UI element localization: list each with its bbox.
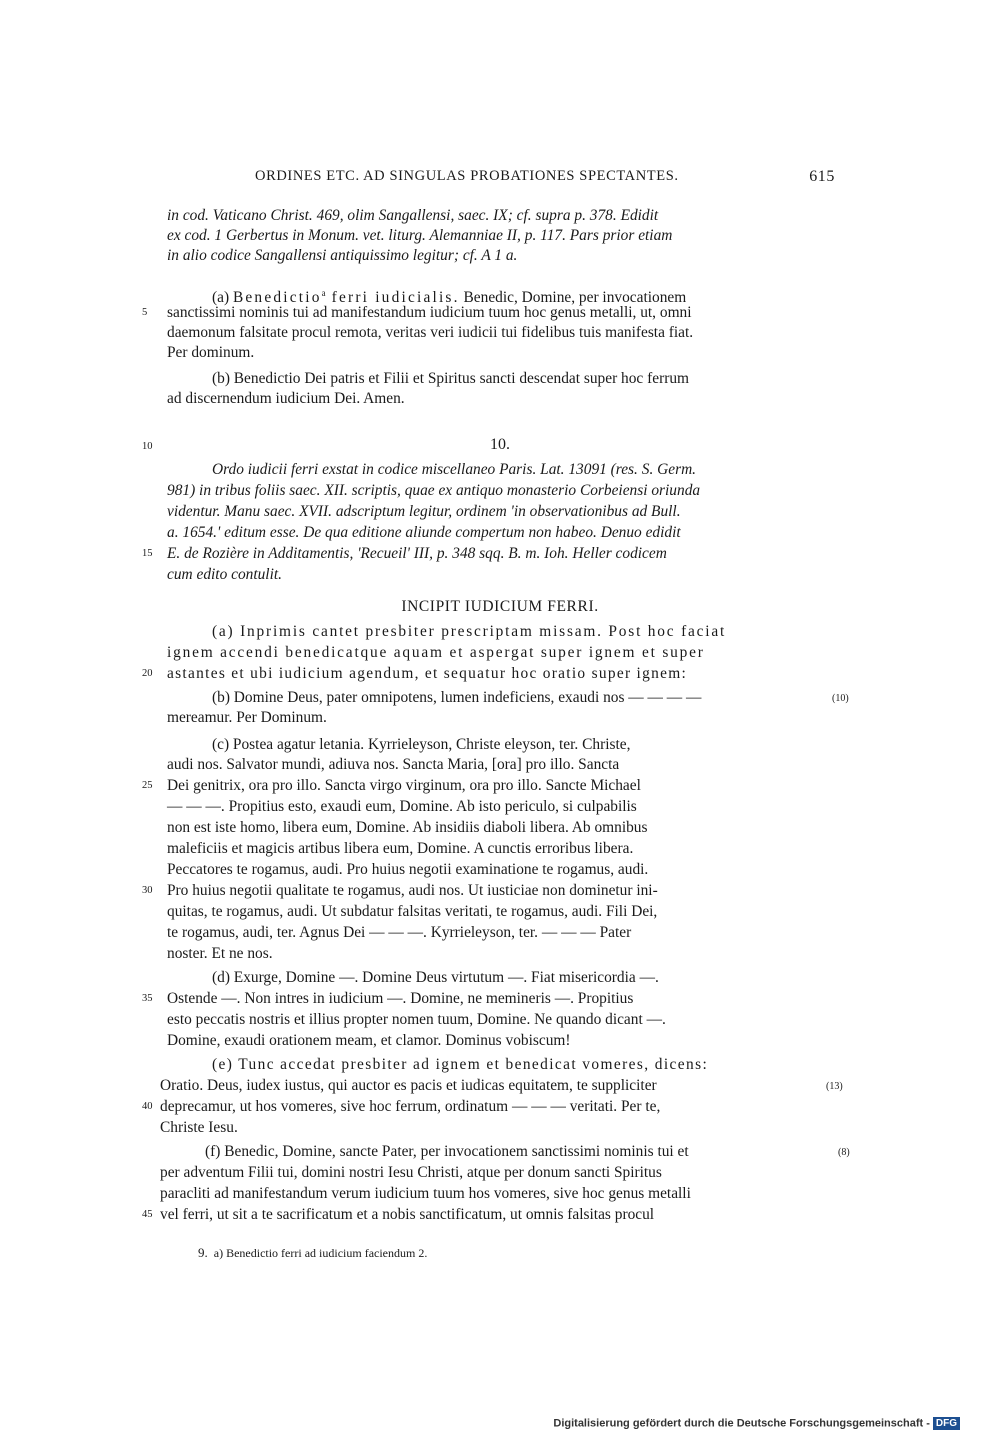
line-number: 40 [142,1101,153,1112]
margin-note: (8) [838,1147,850,1158]
sec10e-line: Oratio. Deus, iudex iustus, qui auctor es pacis et iudicas equitatem, te suppliciter [160,1077,657,1094]
sec9b-line: (b) Benedictio Dei patris et Filii et Spiritus sancti descendat super hoc ferrum [212,370,689,387]
sec10b-line: mereamur. Per Dominum. [167,709,327,726]
line-number: 25 [142,780,153,791]
footnote [198,1245,427,1261]
intro10-line: E. de Rozière in Additamentis, 'Recueil' III, p. 348 sqq. B. m. Ioh. Heller codicem [167,545,667,562]
sec9a-line: daemonum falsitate procul remota, veritas veri iudicii tui fidelibus tuis manifesta fiat. [167,324,694,341]
sec10c-line: Dei genitrix, ora pro illo. Sancta virgo virginum, ora pro illo. Sancte Michael [167,777,641,794]
line-number: 45 [142,1209,153,1220]
intro9-line: in cod. Vaticano Christ. 469, olim Sangallensi, saec. IX; cf. supra p. 378. Edidit [167,207,659,224]
footnote-number: 9. [198,1245,208,1260]
sec10c-line: te rogamus, audi, ter. Agnus Dei — — —. Kyrrieleyson, ter. — — — Pater [167,924,632,941]
sec10f-line: paracliti ad manifestandum verum iudicium tuum hos vomeres, sive hoc genus metalli [160,1185,691,1202]
margin-note: (10) [832,693,849,704]
sec10c-line: (c) Postea agatur letania. Kyrrieleyson, Christe eleyson, ter. Christe, [212,736,631,753]
sec10c-line: maleficiis et magicis artibus libera eum, Domine. A cunctis erroribus libera. [167,840,634,857]
intro10-line: videntur. Manu saec. XVII. adscriptum legitur, ordinem 'in observationibus ad Bull. [167,503,681,520]
sec9a-rest: Benedic, Domine, per invocationem [459,289,687,307]
intro10-line: cum edito contulit. [167,566,282,583]
intro10-line: 981) in tribus foliis saec. XII. scriptis, quae ex antiquo monasterio Corbeiensi oriunda [167,482,701,499]
sec10a-line: astantes et ubi iudicium agendum, et sequatur hoc oratio super ignem: [167,665,688,682]
intro10-line: a. 1654.' editum esse. De qua editione aliunde compertum non habeo. Denuo edidit [167,524,681,541]
sec10c-line: noster. Et ne nos. [167,945,273,962]
intro10-line: Ordo iudicii ferri exstat in codice miscellaneo Paris. Lat. 13091 (res. S. Germ. [212,461,697,478]
sec9a-spaced-title2: ferri iudicialis. [325,289,460,307]
sec10c-line: Pro huius negotii qualitate te rogamus, audi nos. Ut iusticiae non dominetur ini- [167,882,658,899]
sec10d-line: Ostende —. Non intres in iudicium —. Domine, ne memineris —. Propitius [167,990,634,1007]
line-number: 30 [142,885,153,896]
sec10c-line: — — —. Propitius esto, exaudi eum, Domine. Ab isto periculo, si culpabilis [167,798,637,815]
section-number: 10. [490,436,510,453]
sec10e-line: (e) Tunc accedat presbiter ad ignem et benedicat vomeres, dicens: [212,1056,709,1073]
sec10d-line: Domine, exaudi orationem meam, et clamor. Dominus vobiscum! [167,1032,571,1049]
sec9a-spaced-title: Benedictio [232,289,322,307]
page-number: 615 [809,168,835,185]
sec10f-line: (f) Benedic, Domine, sancte Pater, per invocationem sanctissimi nominis tui et [205,1143,689,1160]
running-header [255,168,835,190]
sec10b-line: (b) Domine Deus, pater omnipotens, lumen indeficiens, exaudi nos — — — — [212,689,702,706]
line-number: 10 [142,441,153,452]
credit-text: Digitalisierung gefördert durch die Deutsche Forschungsgemeinschaft - [553,1417,930,1430]
section-heading: INCIPIT IUDICIUM FERRI. [401,598,599,615]
footnote-ref: a [321,288,326,298]
intro9-line: ex cod. 1 Gerbertus in Monum. vet. liturg. Alemanniae II, p. 117. Pars prior etiam [167,227,673,244]
sec9a-marker: (a) [212,289,233,307]
sec10c-line: non est iste homo, libera eum, Domine. Ab insidiis diaboli libera. Ab omnibus [167,819,648,836]
sec10a-line: ignem accendi benedicatque aquam et aspergat super ignem et super [167,644,705,661]
running-title: ORDINES ETC. AD SINGULAS PROBATIONES SPECTANTES. [255,168,679,184]
intro9-line: in alio codice Sangallensi antiquissimo legitur; cf. A 1 a. [167,247,518,264]
sec10c-line: quitas, te rogamus, audi. Ut subdatur falsitas veritati, te rogamus, audi. Fili Dei, [167,903,658,920]
sec9a-line: sanctissimi nominis tui ad manifestandum iudicium tuum hoc genus metalli, ut, omni [167,304,692,321]
sec10a-line: (a) Inprimis cantet presbiter prescriptam missam. Post hoc faciat [212,623,727,640]
line-number: 15 [142,548,153,559]
line-number: 20 [142,668,153,679]
digitization-credit [553,1417,960,1430]
footnote-text: a) Benedictio ferri ad iudicium faciendum 2. [213,1246,428,1260]
line-number: 35 [142,993,153,1004]
sec10f-line: per adventum Filii tui, domini nostri Iesu Christi, atque per donum sancti Spiritus [160,1164,662,1181]
sec10e-line: deprecamur, ut hos vomeres, sive hoc ferrum, ordinatum — — — veritati. Per te, [160,1098,661,1115]
sec10c-line: audi nos. Salvator mundi, adiuva nos. Sancta Maria, [ora] pro illo. Sancta [167,756,620,773]
margin-note: (13) [826,1081,843,1092]
sec9a-line: Per dominum. [167,344,255,361]
sec10d-line: esto peccatis nostris et illius propter nomen tuum, Domine. Ne quando dicant —. [167,1011,666,1028]
sec10c-line: Peccatores te rogamus, audi. Pro huius negotii examinatione te rogamus, audi. [167,861,649,878]
sec9b-line: ad discernendum iudicium Dei. Amen. [167,390,405,407]
sec10e-line: Christe Iesu. [160,1119,238,1136]
line-number: 5 [142,307,148,318]
sec10d-line: (d) Exurge, Domine —. Domine Deus virtutum —. Fiat misericordia —. [212,969,659,986]
dfg-logo: DFG [933,1417,960,1430]
sec10f-line: vel ferri, ut sit a te sacrificatum et a nobis sanctificatum, ut omnis falsitas procul [160,1206,655,1223]
